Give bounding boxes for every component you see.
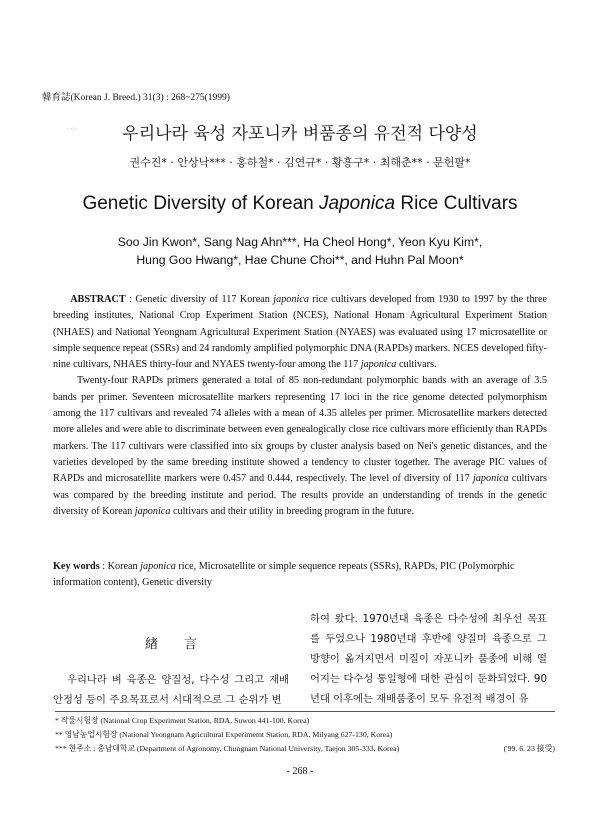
page-number: - 268 - xyxy=(286,766,314,777)
english-authors-line2: Hung Goo Hwang*, Hae Chune Choi**, and Huhn Pal Moon* xyxy=(136,253,464,267)
right-column-text: 하여 왔다. 1970년대 육종은 다수성에 최우선 목표를 두었으나 1980년대 후반에 양질미 육종으로 그 방향이 옮겨지면서 미질이 자포니카 품종에 비해 떨어지는 다수성 통일형에 대한 관심이 둔화되었다. 90년대 이후에는 재배품종이 모두 유전적 배경이 유 xyxy=(310,613,547,705)
keywords-italic: japonica xyxy=(140,561,176,572)
footnote-2: ** 영남농업시험장 (National Yeongnam Agricultural Experimemt Station, RDA, Milyang 627-130, Korea) xyxy=(55,730,393,739)
footnotes xyxy=(55,711,555,756)
english-title-part1: Genetic Diversity of Korean xyxy=(82,193,319,214)
korean-title: 우리나라 육성 자포니카 벼품종의 유전적 다양성 xyxy=(122,124,478,144)
keywords-b: rice, Microsatellite or simple sequence repeats (SSRs), RAPDs, PIC (Polymorphic information content), Genetic diversity xyxy=(53,561,515,588)
abstract xyxy=(53,292,547,520)
abstract-p2-i1: japonica xyxy=(473,473,509,485)
abstract-p2-c: cultivars and their utility in breeding program in the future. xyxy=(170,505,415,517)
english-title xyxy=(0,193,600,215)
received-date: ('99. 6. 23 接受) xyxy=(503,744,555,753)
abstract-p2-b: cultivars was compared by the breeding institute and period. The results provide an understanding of trends in the genetic diversity of Korean xyxy=(53,473,547,517)
abstract-p1-i2: japonica xyxy=(360,359,397,371)
keywords-label: Key words xyxy=(53,561,100,572)
section-heading-introduction: 緖言 xyxy=(144,637,223,652)
abstract-p2-a: Twenty-four RAPDs primers generated a total of 85 non-redundant polymorphic bands with an average of 3.5 bands per primer. Seventeen microsatellite markers representing 17 loci in the rice genome detected polymorphism among the 117 cultivars and revealed 74 alleles with a mean of 4.35 alleles per primer. Microsatellite markers detected more alleles and were able to discriminate between even genealogically close rice cultivars more efficiently than RAPDs markers. The 117 cultivars were classified into six groups by cluster analysis based on Nei's genetic distances, and the varieties developed by the same breeding institute showed a tendency to cluster together. The average PIC values of RAPDs and microsatellite markers were 0.457 and 0.444, respectively. The level of diversity of 117 xyxy=(53,375,547,485)
keywords xyxy=(53,559,547,591)
keywords-sep: : xyxy=(99,561,108,572)
abstract-sep: : xyxy=(125,294,136,305)
abstract-p1-c: cultivars. xyxy=(396,359,437,371)
footnote-3-text: *** 현주소 : 충남대학교 (Department of Agronomy, Chungnam National University, Taejon 305-333, Korea) xyxy=(55,744,400,753)
footnote-3 xyxy=(55,742,555,756)
abstract-p1-a: Genetic diversity of 117 Korean xyxy=(135,294,274,305)
english-authors-line1: Soo Jin Kwon*, Sang Nag Ahn***, Ha Cheol Hong*, Yeon Kyu Kim*, xyxy=(117,235,483,249)
keywords-a: Korean xyxy=(107,561,141,572)
abstract-paragraph-1 xyxy=(53,292,547,373)
abstract-paragraph-2 xyxy=(53,373,547,520)
scan-artifact-mark: · ·:· xyxy=(66,125,77,133)
left-column xyxy=(53,627,289,710)
english-authors xyxy=(0,233,600,269)
english-title-italic: Japonica xyxy=(319,193,396,214)
abstract-label: ABSTRACT xyxy=(70,294,126,305)
abstract-p1-i1: japonica xyxy=(273,294,309,305)
korean-authors: 권수진* · 안상낙*** · 홍하철* · 김연규* · 황흥구* · 최해춘** · 문헌팔* xyxy=(129,156,471,169)
left-column-text: 우리나라 벼 육종은 양질성, 다수성 그리고 재배 안정성 등이 주요목표로서 시대적으로 그 순위가 변 xyxy=(53,674,289,706)
english-title-part2: Rice Cultivars xyxy=(395,193,518,214)
abstract-p1-b: rice cultivars developed from 1930 to 1997 by the three breeding institutes, National Crop Experiment Station (NCES), National Honam Agricultural Experiment Station (NHAES) and National Yeongnam Agricultural Experiment Station (NYAES) was evaluated using 17 microsatellite or simple sequence repeat (SSRs) and 24 randomly amplified polymorphic DNA (RAPDs) markers. NCES developed fifty-nine cultivars, NHAES thirty-four and NYAES twenty-four among the 117 xyxy=(53,294,547,371)
journal-citation: 韓育誌(Korean J. Breed.) 31(3) : 268~275(1999) xyxy=(42,93,230,103)
abstract-p2-i2: japonica xyxy=(134,505,171,517)
footnote-1: * 작물시험장 (National Crop Experiment Station, RDA, Suwon 441-100, Korea) xyxy=(55,716,310,725)
